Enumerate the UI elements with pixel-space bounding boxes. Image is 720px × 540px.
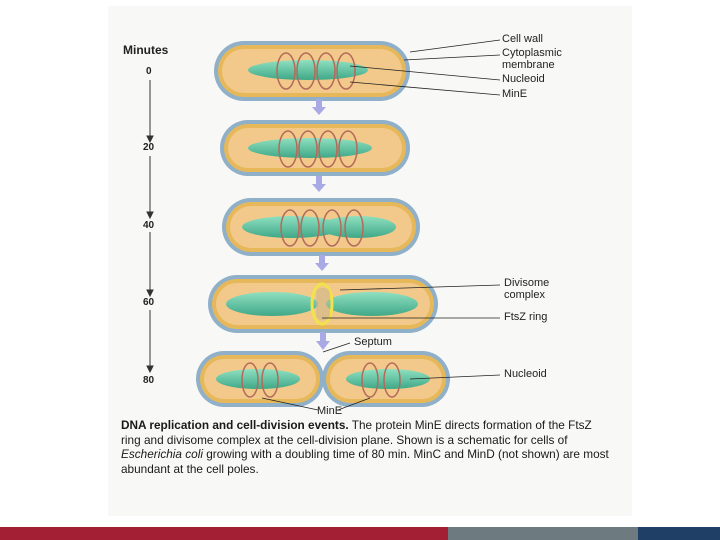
label-nucleoid-top: Nucleoid bbox=[502, 73, 545, 85]
stage-arrow bbox=[316, 332, 330, 350]
time-label-80: 80 bbox=[143, 375, 155, 386]
label-nucleoid-bottom: Nucleoid bbox=[504, 368, 547, 380]
caption-bold: DNA replication and cell-division events. bbox=[121, 418, 349, 432]
label-membrane: membrane bbox=[502, 59, 555, 71]
cell-40-min bbox=[222, 198, 420, 256]
time-label-0: 0 bbox=[146, 66, 152, 77]
label-complex: complex bbox=[504, 289, 545, 301]
stage-arrow bbox=[312, 176, 326, 192]
footer-bar-grey bbox=[448, 527, 638, 540]
label-divisome: Divisome bbox=[504, 277, 550, 289]
stage-arrow bbox=[312, 99, 326, 115]
caption-text-1: The protein MinE directs formation of the FtsZ ring and divisome complex at the cell-division plane. Shown is a schematic for cells of bbox=[121, 418, 592, 447]
stage-arrow bbox=[315, 255, 329, 271]
label-mine-bottom: MinE bbox=[317, 405, 343, 417]
caption-text-2: growing with a doubling time of 80 min. MinC and MinD (not shown) are most abundant at the cell poles. bbox=[121, 447, 609, 476]
time-label-20: 20 bbox=[143, 142, 155, 153]
time-label-60: 60 bbox=[143, 297, 155, 308]
label-ftsz-ring: FtsZ ring bbox=[504, 311, 548, 323]
axis-title: Minutes bbox=[123, 43, 169, 57]
label-cytoplasmic: Cytoplasmic bbox=[502, 47, 562, 59]
caption-species: Escherichia coli bbox=[121, 447, 203, 462]
cell-20-min bbox=[220, 120, 410, 176]
label-mine-top: MinE bbox=[502, 88, 528, 100]
footer-bar-red bbox=[0, 527, 448, 540]
footer-bar-blue bbox=[638, 527, 720, 540]
label-septum: Septum bbox=[354, 336, 392, 348]
slide-footer-bar bbox=[0, 527, 720, 540]
cell-0-min bbox=[214, 41, 410, 101]
figure-caption bbox=[121, 418, 611, 476]
cell-60-min bbox=[208, 275, 438, 333]
label-cell-wall: Cell wall bbox=[502, 33, 543, 45]
time-label-40: 40 bbox=[143, 220, 155, 231]
